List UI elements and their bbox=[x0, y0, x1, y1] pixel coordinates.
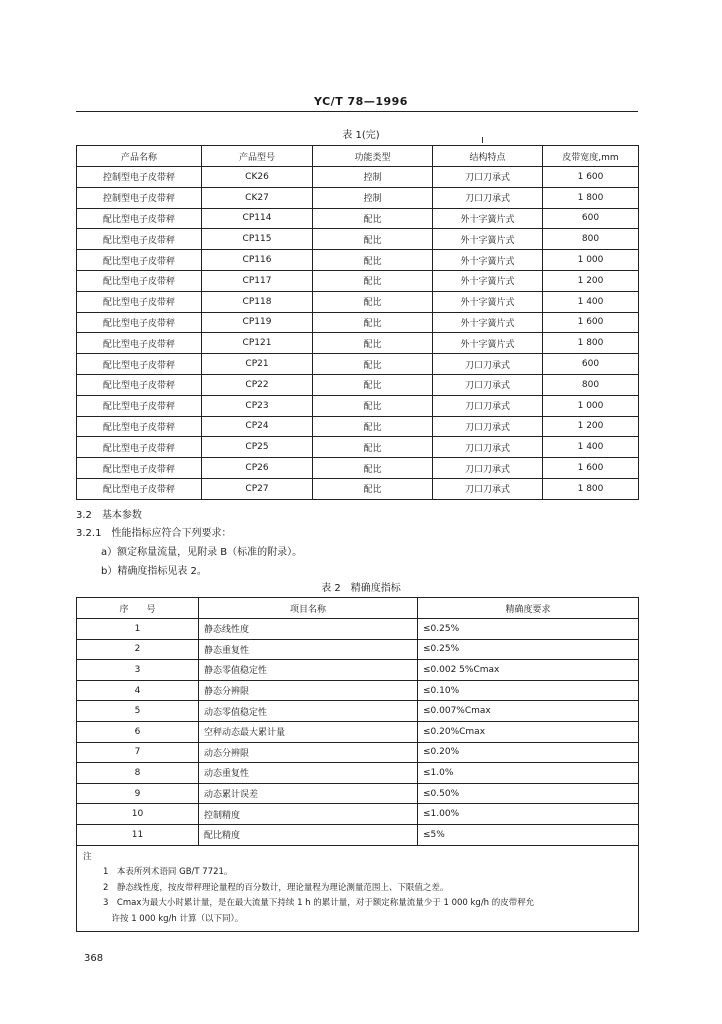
table-cell: 刀口刀承式 bbox=[433, 354, 543, 375]
notes-cell bbox=[77, 845, 639, 932]
table-cell: 配比型电子皮带秤 bbox=[77, 250, 202, 271]
table-row bbox=[77, 208, 639, 229]
table2-caption: 表 2 精确度指标 bbox=[321, 583, 401, 594]
table-cell: 静态零值稳定性 bbox=[199, 660, 418, 681]
table-cell: 配比 bbox=[313, 333, 433, 354]
table-cell: 配比型电子皮带秤 bbox=[77, 374, 202, 395]
product-table-header bbox=[77, 146, 639, 167]
product-table bbox=[76, 145, 639, 500]
table-row bbox=[77, 437, 639, 458]
table-cell: CP21 bbox=[202, 354, 313, 375]
table-cell: 配比型电子皮带秤 bbox=[77, 208, 202, 229]
page-number: 368 bbox=[84, 953, 104, 964]
table-cell: CP117 bbox=[202, 270, 313, 291]
table-row bbox=[77, 783, 639, 804]
table-cell: CP23 bbox=[202, 395, 313, 416]
header-rule bbox=[76, 111, 638, 112]
item-b: b）精确度指标见表 2。 bbox=[101, 566, 207, 577]
table-cell: ≤0.007%Cmax bbox=[418, 701, 639, 722]
table-row bbox=[77, 660, 639, 681]
table-cell: 控制 bbox=[313, 187, 433, 208]
table-cell: 1 800 bbox=[543, 187, 639, 208]
column-header: 皮带宽度,mm bbox=[543, 146, 639, 167]
table-cell: 1 200 bbox=[543, 416, 639, 437]
table-cell: 配比 bbox=[313, 208, 433, 229]
table-cell: 配比型电子皮带秤 bbox=[77, 478, 202, 499]
table-row bbox=[77, 721, 639, 742]
table-cell: 控制精度 bbox=[199, 804, 418, 825]
table-cell: ≤0.25% bbox=[418, 639, 639, 660]
table-cell: 动态分辨限 bbox=[199, 742, 418, 763]
table-cell: 刀口刀承式 bbox=[433, 395, 543, 416]
table-cell: 10 bbox=[77, 804, 199, 825]
note-line: 许按 1 000 kg/h 计算（以下同）。 bbox=[103, 913, 244, 924]
table-cell: 空秤动态最大累计量 bbox=[199, 721, 418, 742]
note-line: 2 静态线性度，按皮带秤理论量程的百分数计，理论量程为理论测量范围上、下限值之差。 bbox=[103, 882, 449, 893]
column-header: 结构特点 bbox=[433, 146, 543, 167]
table-cell: 8 bbox=[77, 763, 199, 784]
table-row bbox=[77, 701, 639, 722]
table-cell: CP118 bbox=[202, 291, 313, 312]
table-cell: 外十字簧片式 bbox=[433, 291, 543, 312]
table-cell: 静态重复性 bbox=[199, 639, 418, 660]
table-cell: 1 400 bbox=[543, 437, 639, 458]
table-row bbox=[77, 187, 639, 208]
table-cell: ≤0.002 5%Cmax bbox=[418, 660, 639, 681]
table-cell: 配比 bbox=[313, 312, 433, 333]
table-row bbox=[77, 763, 639, 784]
table-cell: CK27 bbox=[202, 187, 313, 208]
table-cell: CP119 bbox=[202, 312, 313, 333]
table-cell: 7 bbox=[77, 742, 199, 763]
table-cell: 1 800 bbox=[543, 478, 639, 499]
table-cell: ≤1.0% bbox=[418, 763, 639, 784]
table-cell: 600 bbox=[543, 354, 639, 375]
note-line: 3 Cmax为最大小时累计量，是在最大流量下持续 1 h 的累计量，对于额定称量流量少于 1 000 kg/h 的皮带秤允 bbox=[103, 898, 535, 909]
table-row bbox=[77, 354, 639, 375]
table-cell: 配比 bbox=[313, 250, 433, 271]
table-cell: 1 800 bbox=[543, 333, 639, 354]
table-row bbox=[77, 333, 639, 354]
table-cell: 配比精度 bbox=[199, 824, 418, 845]
column-header: 产品型号 bbox=[202, 146, 313, 167]
table-cell: 配比 bbox=[313, 416, 433, 437]
table-cell: 配比型电子皮带秤 bbox=[77, 416, 202, 437]
table-cell: 静态线性度 bbox=[199, 619, 418, 640]
table-cell: 5 bbox=[77, 701, 199, 722]
table-row bbox=[77, 250, 639, 271]
table-cell: ≤0.25% bbox=[418, 619, 639, 640]
notes-row bbox=[77, 845, 639, 932]
column-header: 项目名称 bbox=[199, 598, 418, 619]
table-cell: CP22 bbox=[202, 374, 313, 395]
table-cell: 刀口刀承式 bbox=[433, 416, 543, 437]
section-sub: 3.2.1 性能指标应符合下列要求： bbox=[76, 528, 232, 539]
table-cell: 3 bbox=[77, 660, 199, 681]
table-row bbox=[77, 270, 639, 291]
table-cell: 刀口刀承式 bbox=[433, 437, 543, 458]
table-cell: 配比 bbox=[313, 437, 433, 458]
table-cell: 配比 bbox=[313, 291, 433, 312]
table-cell: 配比型电子皮带秤 bbox=[77, 354, 202, 375]
table-cell: 刀口刀承式 bbox=[433, 167, 543, 188]
table-row bbox=[77, 374, 639, 395]
table-cell: 配比 bbox=[313, 270, 433, 291]
table-cell: 1 400 bbox=[543, 291, 639, 312]
table-cell: 11 bbox=[77, 824, 199, 845]
table-cell: 1 000 bbox=[543, 395, 639, 416]
table-cell: 配比型电子皮带秤 bbox=[77, 395, 202, 416]
table-cell: 1 bbox=[77, 619, 199, 640]
table-row bbox=[77, 458, 639, 479]
table-cell: 配比型电子皮带秤 bbox=[77, 437, 202, 458]
table-cell: CP24 bbox=[202, 416, 313, 437]
table-cell: ≤0.20% bbox=[418, 742, 639, 763]
table-row bbox=[77, 639, 639, 660]
table-cell: CP121 bbox=[202, 333, 313, 354]
table-cell: 配比型电子皮带秤 bbox=[77, 312, 202, 333]
table-cell: 4 bbox=[77, 680, 199, 701]
table-cell: 控制 bbox=[313, 167, 433, 188]
table-cell: 配比 bbox=[313, 458, 433, 479]
table-cell: 外十字簧片式 bbox=[433, 208, 543, 229]
standard-code: YC/T 78—1996 bbox=[314, 95, 408, 108]
accuracy-table-body bbox=[77, 619, 639, 846]
table-row bbox=[77, 619, 639, 640]
table-cell: 外十字簧片式 bbox=[433, 270, 543, 291]
table-cell: 动态累计误差 bbox=[199, 783, 418, 804]
product-table-body bbox=[77, 167, 639, 500]
table-row bbox=[77, 416, 639, 437]
column-header: 序 号 bbox=[77, 598, 199, 619]
accuracy-table-header bbox=[77, 598, 639, 619]
table-row bbox=[77, 229, 639, 250]
table-cell: CP114 bbox=[202, 208, 313, 229]
table-row bbox=[77, 395, 639, 416]
table-cell: ≤1.00% bbox=[418, 804, 639, 825]
table-cell: CP116 bbox=[202, 250, 313, 271]
table-cell: 配比 bbox=[313, 478, 433, 499]
table-cell: ≤0.50% bbox=[418, 783, 639, 804]
table-row bbox=[77, 478, 639, 499]
table-row bbox=[77, 824, 639, 845]
table-cell: 配比型电子皮带秤 bbox=[77, 229, 202, 250]
table-cell: 动态重复性 bbox=[199, 763, 418, 784]
table-cell: ≤0.20%Cmax bbox=[418, 721, 639, 742]
table-row bbox=[77, 167, 639, 188]
table-cell: 控制型电子皮带秤 bbox=[77, 187, 202, 208]
table-cell: CP115 bbox=[202, 229, 313, 250]
table-cell: CP25 bbox=[202, 437, 313, 458]
table-cell: 配比型电子皮带秤 bbox=[77, 270, 202, 291]
table-cell: 外十字簧片式 bbox=[433, 312, 543, 333]
table-cell: 800 bbox=[543, 374, 639, 395]
table-cell: 2 bbox=[77, 639, 199, 660]
table-cell: CP27 bbox=[202, 478, 313, 499]
table-cell: CK26 bbox=[202, 167, 313, 188]
table1-caption: 表 1(完) bbox=[342, 130, 380, 141]
table-cell: 动态零值稳定性 bbox=[199, 701, 418, 722]
table-row bbox=[77, 742, 639, 763]
table-cell: 6 bbox=[77, 721, 199, 742]
table-cell: 刀口刀承式 bbox=[433, 458, 543, 479]
column-header: 功能类型 bbox=[313, 146, 433, 167]
column-header: 产品名称 bbox=[77, 146, 202, 167]
table-cell: 配比型电子皮带秤 bbox=[77, 458, 202, 479]
table-cell: 1 600 bbox=[543, 312, 639, 333]
column-header: 精确度要求 bbox=[418, 598, 639, 619]
table-cell: 刀口刀承式 bbox=[433, 374, 543, 395]
table-cell: 静态分辨限 bbox=[199, 680, 418, 701]
table-cell: 1 600 bbox=[543, 458, 639, 479]
table-cell: 配比型电子皮带秤 bbox=[77, 333, 202, 354]
table-cell: 刀口刀承式 bbox=[433, 478, 543, 499]
table-cell: 600 bbox=[543, 208, 639, 229]
accuracy-table bbox=[76, 597, 639, 932]
table-cell: 配比型电子皮带秤 bbox=[77, 291, 202, 312]
note-line: 1 本表所列术语同 GB/T 7721。 bbox=[103, 867, 233, 878]
table-row bbox=[77, 312, 639, 333]
table-cell: 外十字簧片式 bbox=[433, 250, 543, 271]
table-cell: 控制型电子皮带秤 bbox=[77, 167, 202, 188]
table-cell: 配比 bbox=[313, 354, 433, 375]
table-cell: 800 bbox=[543, 229, 639, 250]
table-cell: 1 000 bbox=[543, 250, 639, 271]
table-cell: 配比 bbox=[313, 374, 433, 395]
table-cell: 1 600 bbox=[543, 167, 639, 188]
table-row bbox=[77, 291, 639, 312]
section-heading: 3.2 基本参数 bbox=[76, 510, 142, 521]
table-cell: 刀口刀承式 bbox=[433, 187, 543, 208]
table-row bbox=[77, 680, 639, 701]
table-cell: CP26 bbox=[202, 458, 313, 479]
table-cell: 外十字簧片式 bbox=[433, 229, 543, 250]
table-cell: 1 200 bbox=[543, 270, 639, 291]
notes-label: 注 bbox=[83, 851, 92, 862]
item-a: a）额定称量流量，见附录 B（标准的附录）。 bbox=[101, 547, 303, 558]
table-cell: ≤0.10% bbox=[418, 680, 639, 701]
table-cell: 外十字簧片式 bbox=[433, 333, 543, 354]
table-row bbox=[77, 804, 639, 825]
table-cell: ≤5% bbox=[418, 824, 639, 845]
table-cell: 配比 bbox=[313, 229, 433, 250]
table-cell: 9 bbox=[77, 783, 199, 804]
table-cell: 配比 bbox=[313, 395, 433, 416]
